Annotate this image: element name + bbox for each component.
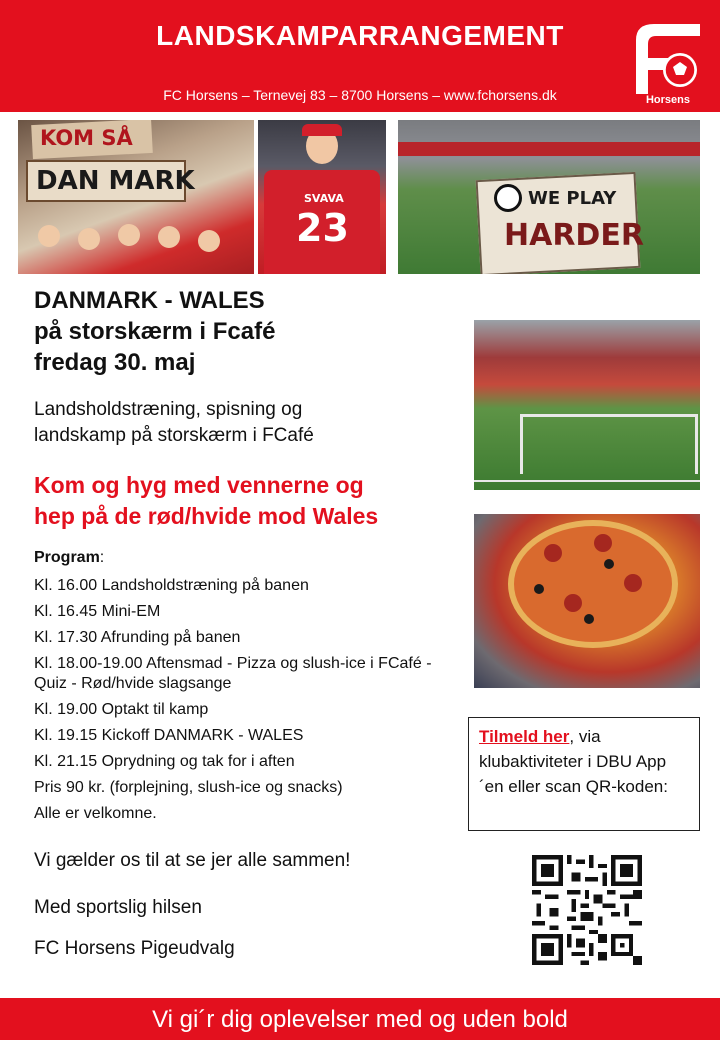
program-item: Alle er velkomne. [34,805,157,822]
banner-harder: HARDER [504,218,644,253]
program-item: Kl. 19.00 Optakt til kamp [34,701,209,718]
event-intro-line-2: landskamp på storskærm i FCafé [34,425,314,446]
club-address: FC Horsens – Ternevej 83 – 8700 Horsens – www.fchorsens.dk [163,87,557,103]
header-banner [0,0,720,112]
program-heading [34,546,474,570]
photo-pizza [474,514,700,688]
event-title-line-1: DANMARK - WALES [34,287,265,314]
shirt-number: 23 [296,206,349,250]
shirt-name: SVAVA [304,192,344,205]
photo-fans-signs [18,120,254,274]
sign-kom-sa: KOM SÅ [40,126,133,150]
event-title [34,285,454,378]
closing-signature: FC Horsens Pigeudvalg [34,938,235,959]
program-item: Kl. 18.00-19.00 Aftensmad - Pizza og slush-ice i FCafé - Quiz - Rød/hvide slagsange [34,655,432,692]
signup-link[interactable]: Tilmeld her [479,727,570,746]
photo-we-play-harder [398,120,700,274]
event-intro [34,397,454,449]
program-heading-label: Program [34,549,100,566]
closing-line-1: Vi gælder os til at se jer alle sammen! [34,850,351,871]
program-item: Kl. 19.15 Kickoff DANMARK - WALES [34,727,304,744]
photo-player-shirt [258,120,386,274]
program-heading-colon: : [99,549,105,566]
logo-text: Horsens [645,94,691,106]
event-title-line-2: på storskærm i Fcafé [34,318,276,345]
program-item: Kl. 17.30 Afrunding på banen [34,629,241,646]
photo-stadium-match [474,320,700,490]
event-title-line-3: fredag 30. maj [34,349,196,376]
banner-we-play: WE PLAY [528,188,617,209]
event-highlight-line-1: Kom og hyg med vennerne og [34,472,364,498]
page-title: LANDSKAMPARRANGEMENT [156,20,564,51]
signup-box [468,717,700,831]
event-highlight [34,470,464,532]
event-highlight-line-2: hep på de rød/hvide mod Wales [34,503,379,529]
qr-code[interactable] [532,855,642,965]
program-item: Kl. 21.15 Oprydning og tak for i aften [34,753,295,770]
closing-greeting: Med sportslig hilsen [34,897,202,918]
program-item: Kl. 16.00 Landsholdstræning på banen [34,577,309,594]
fc-horsens-logo [628,16,708,106]
signup-text: , via klubaktiviteter i DBU App´en eller scan QR-koden: [479,727,668,796]
event-intro-line-1: Landsholdstræning, spisning og [34,399,303,420]
footer-banner [0,998,720,1040]
footer-tagline: Vi gi´r dig oplevelser med og uden bold [152,1006,568,1033]
program-item: Pris 90 kr. (forplejning, slush-ice og snacks) [34,779,343,796]
sign-dan-mark: DAN MARK [36,166,195,196]
program-item: Kl. 16.45 Mini-EM [34,603,161,620]
program-list [34,546,474,824]
